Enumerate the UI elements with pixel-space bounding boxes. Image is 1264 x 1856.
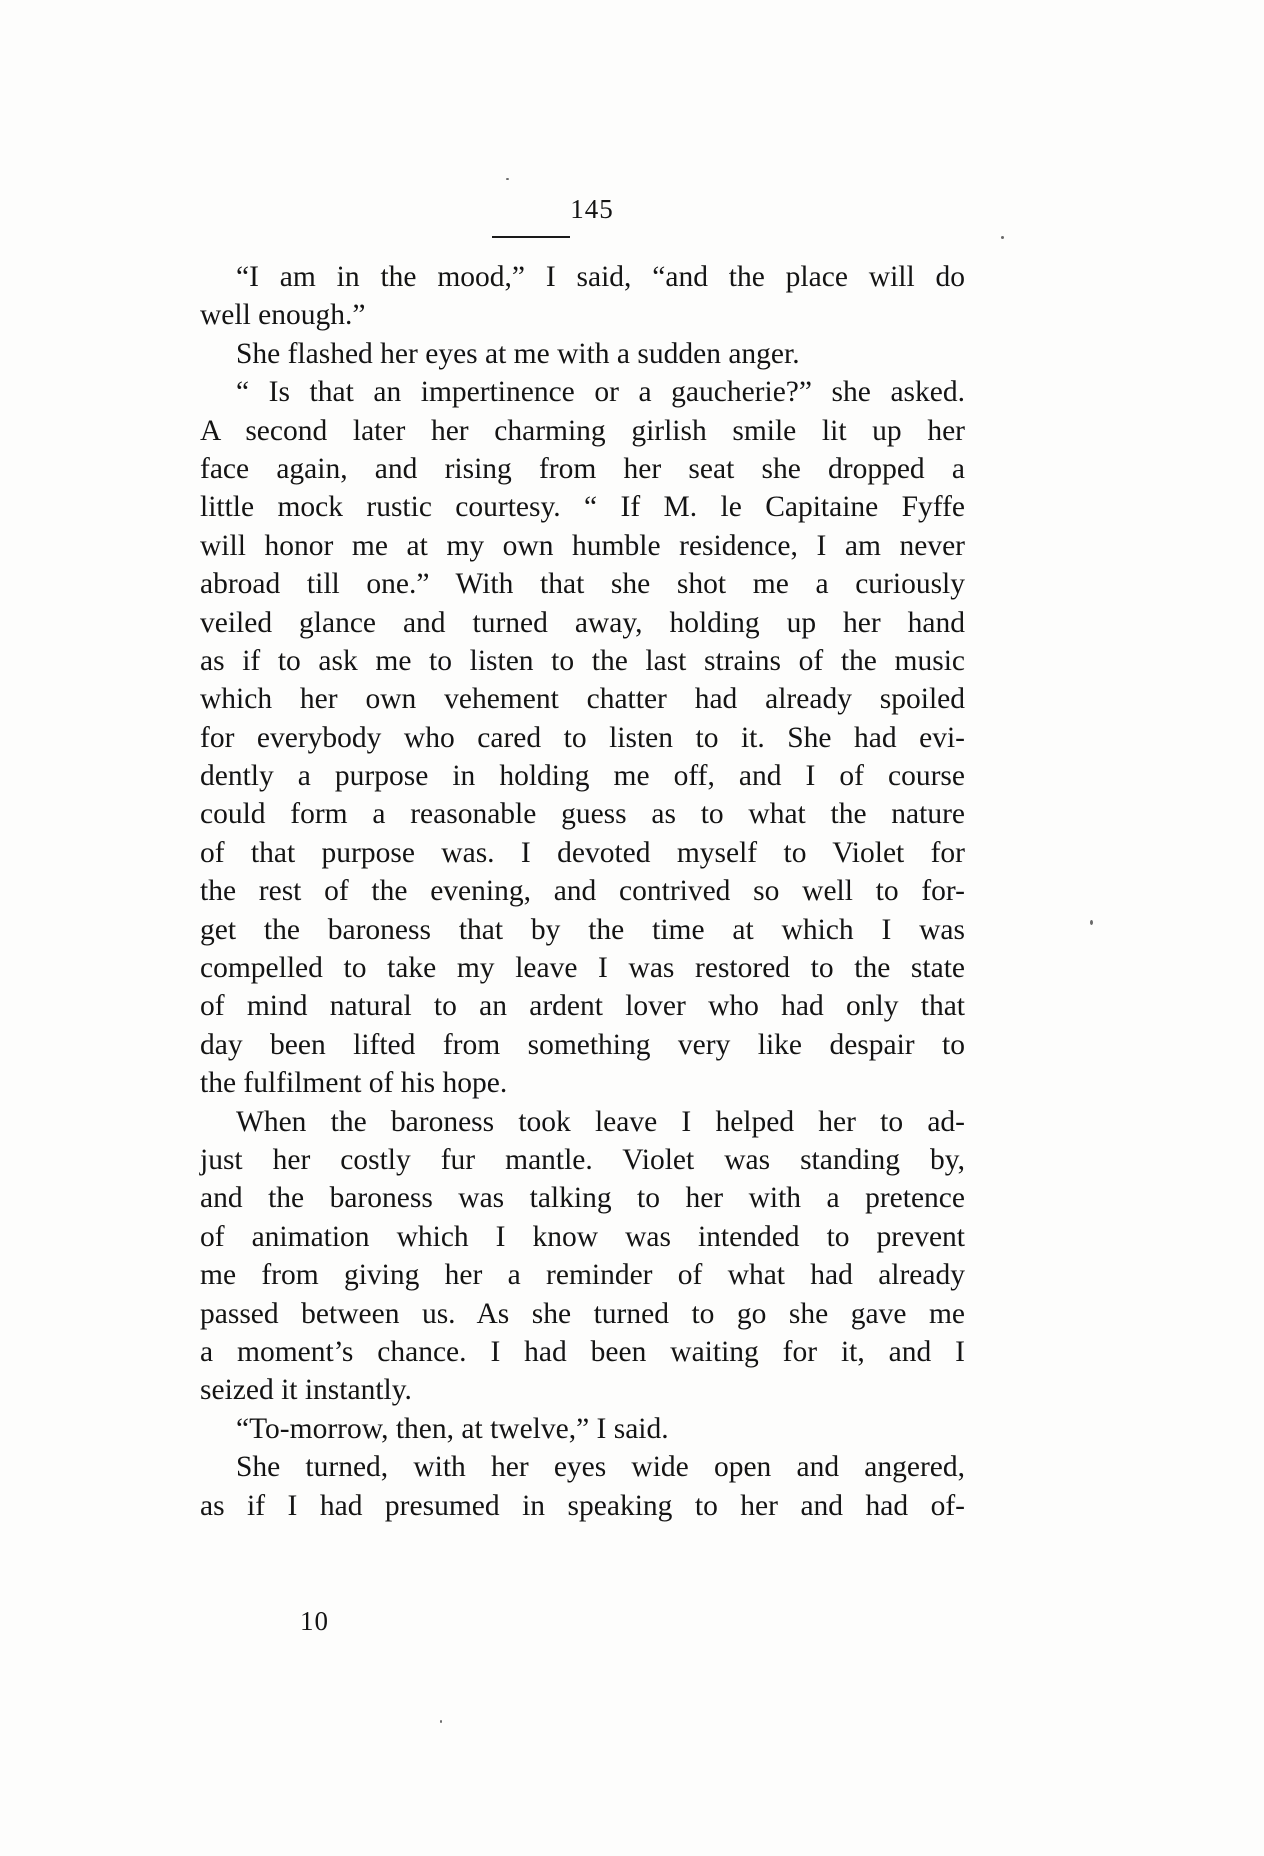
text-line: passed between us. As she turned to go she gave me (200, 1297, 965, 1330)
text-line: She turned, with her eyes wide open and angered, (236, 1451, 965, 1484)
text-line: little mock rustic courtesy. “ If M. le Capitaine Fyffe (200, 491, 965, 524)
text-line: could form a reasonable guess as to what the nature (200, 798, 965, 831)
text-line: the rest of the evening, and contrived so well to for- (200, 875, 965, 908)
body-text (200, 258, 965, 1525)
text-line: “I am in the mood,” I said, “and the place will do (236, 261, 965, 293)
text-line: and the baroness was talking to her with a pretence (200, 1182, 965, 1215)
text-line: the fulfilment of his hope. (200, 1067, 508, 1100)
signature-mark: 10 (300, 1606, 329, 1636)
text-line: get the baroness that by the time at which I was (200, 913, 965, 946)
text-line: face again, and rising from her seat she dropped a (200, 452, 965, 485)
paper-speck (506, 178, 509, 180)
text-line: veiled glance and turned away, holding up her hand (200, 606, 965, 639)
text-line: just her costly fur mantle. Violet was standing by, (200, 1143, 965, 1176)
text-line: day been lifted from something very like despair to (200, 1028, 965, 1061)
text-line: seized it instantly. (200, 1374, 412, 1407)
paper-speck (1001, 236, 1004, 239)
text-line: for everybody who cared to listen to it. She had evi- (200, 721, 965, 754)
text-line: will honor me at my own humble residence, I am never (200, 529, 965, 562)
text-line: me from giving her a reminder of what had already (200, 1259, 965, 1292)
text-line: abroad till one.” With that she shot me a curiously (200, 568, 965, 601)
paper-speck (440, 1720, 442, 1723)
text-line: compelled to take my leave I was restored to the state (200, 952, 965, 985)
text-line: which her own vehement chatter had already spoiled (200, 683, 965, 716)
text-line: She flashed her eyes at me with a sudden anger. (236, 337, 800, 370)
text-line: as if to ask me to listen to the last strains of the music (200, 644, 965, 677)
text-line: dently a purpose in holding me off, and I of course (200, 760, 965, 793)
paper-speck (1090, 920, 1093, 925)
text-line: of animation which I know was intended to prevent (200, 1220, 965, 1253)
page-number-rule (492, 236, 570, 238)
text-line: A second later her charming girlish smile lit up her (200, 414, 965, 447)
text-line: a moment’s chance. I had been waiting for it, and I (200, 1335, 965, 1368)
text-line: as if I had presumed in speaking to her and had of- (200, 1489, 965, 1522)
text-line: “ Is that an impertinence or a gaucherie?” she asked. (236, 376, 965, 409)
page-number: 145 (570, 194, 614, 224)
text-line: “To-morrow, then, at twelve,” I said. (236, 1412, 669, 1445)
text-line: of that purpose was. I devoted myself to Violet for (200, 836, 965, 869)
text-line: When the baroness took leave I helped her to ad- (236, 1105, 965, 1138)
text-line: of mind natural to an ardent lover who had only that (200, 990, 965, 1023)
text-line: well enough.” (200, 299, 366, 332)
